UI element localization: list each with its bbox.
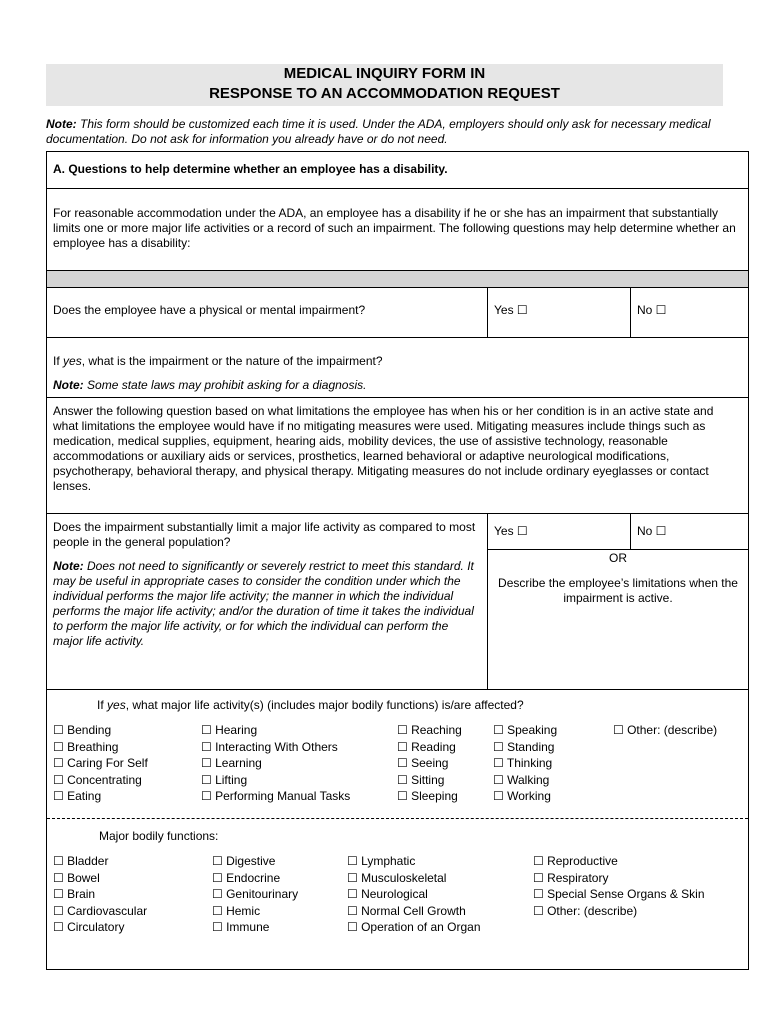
substantial-limit-question: Does the impairment substantially limit a major life activity as compared to most people in the general population?: [53, 520, 476, 549]
prefix-text: If: [53, 354, 64, 368]
checkbox-option[interactable]: ☐ Normal Cell Growth: [347, 903, 466, 918]
checkbox-option[interactable]: ☐ Circulatory: [53, 920, 125, 934]
section-a-heading: A. Questions to help determine whether an employee has a disability.: [47, 152, 748, 189]
checkbox-option[interactable]: ☐ Bending: [53, 723, 112, 737]
checkbox-option[interactable]: ☐ Operation of an Organ: [347, 920, 481, 934]
checkbox-option[interactable]: ☐ Reading: [397, 739, 456, 754]
checkbox-option[interactable]: ☐ Reaching: [397, 723, 462, 737]
impairment-nature-row[interactable]: [47, 338, 748, 398]
checkbox-option[interactable]: ☐ Immune: [212, 920, 270, 934]
impairment-no-checkbox[interactable]: No ☐: [637, 303, 667, 317]
checkbox-option[interactable]: ☐ Special Sense Organs & Skin: [533, 887, 705, 901]
impairment-yes-checkbox[interactable]: Yes ☐: [488, 288, 631, 337]
checkbox-option[interactable]: ☐ Interacting With Others: [201, 739, 338, 754]
checkbox-option[interactable]: ☐ Lymphatic: [347, 854, 416, 868]
checkbox-option[interactable]: ☐ Standing: [493, 739, 555, 754]
checkbox-option[interactable]: ☐ Walking: [493, 772, 550, 787]
life-activities-heading: [97, 698, 524, 713]
checkbox-option[interactable]: ☐ Respiratory: [533, 870, 609, 885]
checkbox-option[interactable]: ☐ Cardiovascular: [53, 903, 148, 918]
rest-text: , what is the impairment or the nature of the impairment?: [81, 354, 383, 368]
checkbox-option[interactable]: ☐ Speaking: [493, 723, 558, 737]
checkbox-option[interactable]: ☐ Breathing: [53, 739, 119, 754]
grey-divider: [47, 271, 748, 288]
checkbox-option[interactable]: ☐ Lifting: [201, 772, 248, 787]
checkbox-option[interactable]: ☐ Caring For Self: [53, 756, 148, 770]
checkbox-option[interactable]: ☐ Endocrine: [212, 870, 281, 885]
checkbox-option[interactable]: ☐ Eating: [53, 789, 102, 803]
section-a-intro: For reasonable accommodation under the ADA, an employee has a disability if he or she has an impairment that substantially limits one or more major life activities or a record of such an impairment. The following questions may help determine whether an employee has a disability:: [47, 189, 748, 271]
note-text: Does not need to significantly or severely restrict to meet this standard. It may be useful in appropriate cases to consider the condition under which the individual performs the major life activity; the manner in which the individual performs the major life activity; and/or the duration of time it takes the individual to perform the major life activity, or for which the individual can perform the major life activity.: [53, 559, 474, 648]
checkbox-option[interactable]: ☐ Working: [493, 789, 551, 803]
top-note-text: This form should be customized each time it is used. Under the ADA, employers should only ask for necessary medical documentation. Do not ask for information you already have or do not need.: [46, 117, 711, 146]
checkbox-option[interactable]: ☐ Genitourinary: [212, 887, 299, 901]
checkbox-option[interactable]: ☐ Seeing: [397, 756, 449, 770]
checkbox-option[interactable]: ☐ Other: (describe): [613, 723, 718, 737]
note-text: Some state laws may prohibit asking for a diagnosis.: [87, 378, 367, 392]
checkbox-option[interactable]: ☐ Performing Manual Tasks: [201, 789, 351, 803]
question-impairment: Does the employee have a physical or mental impairment?: [47, 288, 488, 337]
checkbox-option[interactable]: ☐ Learning: [201, 756, 262, 770]
limit-no-checkbox[interactable]: No ☐: [631, 514, 748, 550]
note-label: Note:: [53, 378, 84, 392]
checkbox-option[interactable]: ☐ Neurological: [347, 887, 428, 901]
substantial-limit-note: [53, 559, 481, 649]
title-line-1: MEDICAL INQUIRY FORM IN: [283, 65, 486, 82]
life-activities-section: [47, 690, 748, 818]
rest-text: , what major life activity(s) (includes major bodily functions) is/are affected?: [125, 698, 524, 712]
checkbox-option[interactable]: ☐ Bowel: [53, 870, 100, 885]
checkbox-option[interactable]: ☐ Other: (describe): [533, 903, 638, 918]
checkbox-option[interactable]: ☐ Reproductive: [533, 854, 618, 868]
or-label: OR: [609, 551, 627, 565]
substantial-limit-row: [47, 514, 748, 690]
top-note: [46, 117, 746, 147]
yes-word: yes: [63, 354, 82, 368]
bodily-functions-heading: Major bodily functions:: [99, 829, 219, 843]
diagnosis-note: [53, 378, 742, 393]
checkbox-option[interactable]: ☐ Musculoskeletal: [347, 870, 447, 885]
yes-word: yes: [107, 698, 126, 712]
checkbox-option[interactable]: ☐ Sitting: [397, 772, 445, 787]
checkbox-option[interactable]: ☐ Bladder: [53, 854, 109, 868]
checkbox-option[interactable]: ☐ Brain: [53, 887, 96, 901]
title-line-2: RESPONSE TO AN ACCOMMODATION REQUEST: [209, 85, 560, 102]
bodily-functions-section: [47, 818, 748, 969]
checkbox-option[interactable]: ☐ Hearing: [201, 723, 258, 737]
prefix-text: If: [97, 698, 108, 712]
checkbox-option[interactable]: ☐ Hemic: [212, 903, 261, 918]
checkbox-option[interactable]: ☐ Thinking: [493, 756, 553, 770]
substantial-limit-question-cell: [47, 514, 488, 689]
mitigating-measures-text: Answer the following question based on what limitations the employee has when his or her condition is in an active state and what limitations the employee would have if no mitigating measures were used. Mitigating measures include things such as medication, medical supplies, equipment, hearing aids, mobility devices, the use of assistive technology, reasonable accommodations or auxiliary aids or services, prosthetics, learned behavioral or adaptive neurological modifications, psychotherapy, behavioral therapy, and physical therapy. Mitigating measures do not include ordinary eyeglasses or contact lenses.: [47, 398, 748, 514]
checkbox-option[interactable]: ☐ Concentrating: [53, 772, 142, 787]
form-table: [46, 151, 749, 970]
note-label: Note:: [53, 559, 84, 573]
checkbox-option[interactable]: ☐ Sleeping: [397, 789, 458, 803]
impairment-nature-question: [53, 354, 742, 369]
top-note-label: Note:: [46, 117, 77, 131]
limit-yes-checkbox[interactable]: Yes ☐: [488, 514, 631, 550]
checkbox-option[interactable]: ☐ Digestive: [212, 854, 276, 868]
question-impairment-row: [47, 288, 748, 338]
form-title: [46, 64, 723, 106]
describe-limitations-field[interactable]: Describe the employee’s limitations when the impairment is active.: [498, 576, 738, 605]
